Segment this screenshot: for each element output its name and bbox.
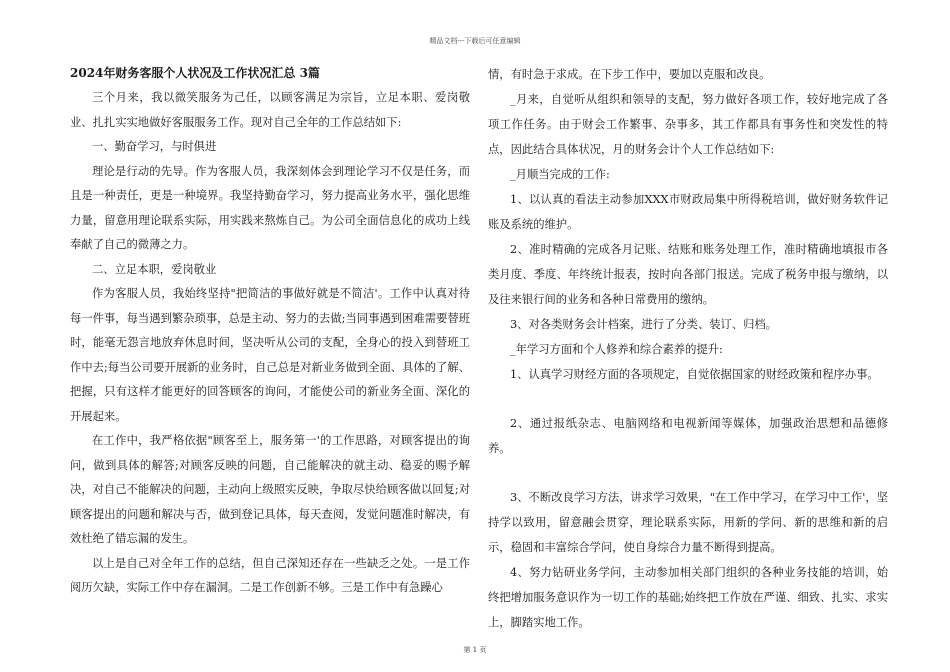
section-heading: 一、勤奋学习，与时俱进 bbox=[92, 140, 217, 153]
list-item: 2、通过报纸杂志、电脑网络和电视新闻等媒体，加强政治思想和品德修养。 bbox=[488, 417, 888, 455]
list-item: 3、对各类财务会计档案，进行了分类、装订、归档。 bbox=[510, 318, 778, 331]
section-heading: 二、立足本职，爱岗敬业 bbox=[92, 262, 217, 276]
section-heading: _月顺当完成的工作: bbox=[510, 168, 610, 181]
section-heading: _年学习方面和个人修养和综合素养的提升: bbox=[510, 343, 723, 356]
document-title: 2024年财务客服个人状况及工作状况汇总 3篇 bbox=[70, 66, 320, 80]
list-item: 1、认真学习财经方面的各项规定，自觉依据国家的财经政策和程序办事。 bbox=[510, 368, 879, 381]
page-footer: 第 1 页 bbox=[463, 646, 487, 654]
list-item: 4、努力钻研业务学问，主动参加相关部门组织的各种业务技能的培训，始终把增加服务意识作为一切工作的基础;始终把工作放在严谨、细致、扎实、求实上，脚踏实地工作。 bbox=[488, 566, 888, 629]
list-item: 2、准时精确的完成各月记账、结账和账务处理工作，准时精确地填报市各类月度、季度、年终统计报表，按时向各部门报送。完成了税务申报与缴纳，以及往来银行间的业务和各种日常费用的缴纳。 bbox=[488, 243, 888, 306]
paragraph: 以上是自己对全年工作的总结，但自己深知还存在一些缺乏之处。一是工作阅历欠缺，实际工作中存在漏洞。二是工作创新不够。三是工作中有急躁心 bbox=[70, 556, 470, 594]
left-column bbox=[70, 62, 470, 601]
paragraph: 理论是行动的先导。作为客服人员，我深刻体会到理论学习不仅是任务，而且是一种责任，更是一种境界。我坚持勤奋学习，努力提高业务水平，强化思维力量，留意用理论联系实际，用实践来熬炼自己。为公司全面信息化的成功上线奉献了自己的微薄之力。 bbox=[70, 164, 470, 251]
page-header: 精品文档---下载后可任意编辑 bbox=[429, 37, 521, 45]
paragraph: 作为客服人员，我始终坚持"把简洁的事做好就是不简洁'。工作中认真对待每一件事，每当遇到繁杂琐事，总是主动、努力的去做;当同事遇到困难需要替班时，能毫无怨言地放弃休息时间，坚决听从公司的支配，全身心的投入到替班工作中去;每当公司要开展新的业务时，自己总是对新业务做到全面、具体的了解、把握，只有这样才能更好的回答顾客的询问，才能使公司的新业务全面、深化的开展起来。 bbox=[70, 287, 470, 423]
paragraph: 在工作中，我严格依据"顾客至上，服务第一'的工作思路，对顾客提出的询问，做到具体的解答;对顾客反映的问题，自己能解决的就主动、稳妥的赐予解决，对自己不能解决的问题，主动向上级照实反映，争取尽快给顾客做以回复;对顾客提出的问题和解决与否，做到登记具体，每天查阅，发觉问题准时解决，有效杜绝了错忘漏的发生。 bbox=[70, 434, 470, 545]
paragraph: _月来，自觉听从组织和领导的支配，努力做好各项工作，较好地完成了各项工作任务。由于财会工作繁事、杂事多，其工作都具有事务性和突发性的特点，因此结合具体状况，月的财务会计个人工作总结如下: bbox=[488, 93, 888, 156]
right-column bbox=[488, 62, 888, 635]
list-item: 1、以认真的看法主动参加XXX市财政局集中所得税培训，做好财务软件记账及系统的维护。 bbox=[488, 193, 888, 231]
paragraph: 情，有时急于求成。在下步工作中，要加以克服和改良。 bbox=[488, 68, 771, 81]
paragraph: 三个月来，我以微笑服务为己任，以顾客满足为宗旨，立足本职、爱岗敬业、扎扎实实地做好客服服务工作。现对自己全年的工作总结如下: bbox=[70, 91, 470, 129]
list-item: 3、不断改良学习方法，讲求学习效果，"在工作中学习，在学习中工作'，坚持学以致用，留意融会贯穿，理论联系实际，用新的学问、新的思维和新的启示，稳固和丰富综合学问，使自身综合力量不断得到提高。 bbox=[488, 491, 888, 554]
